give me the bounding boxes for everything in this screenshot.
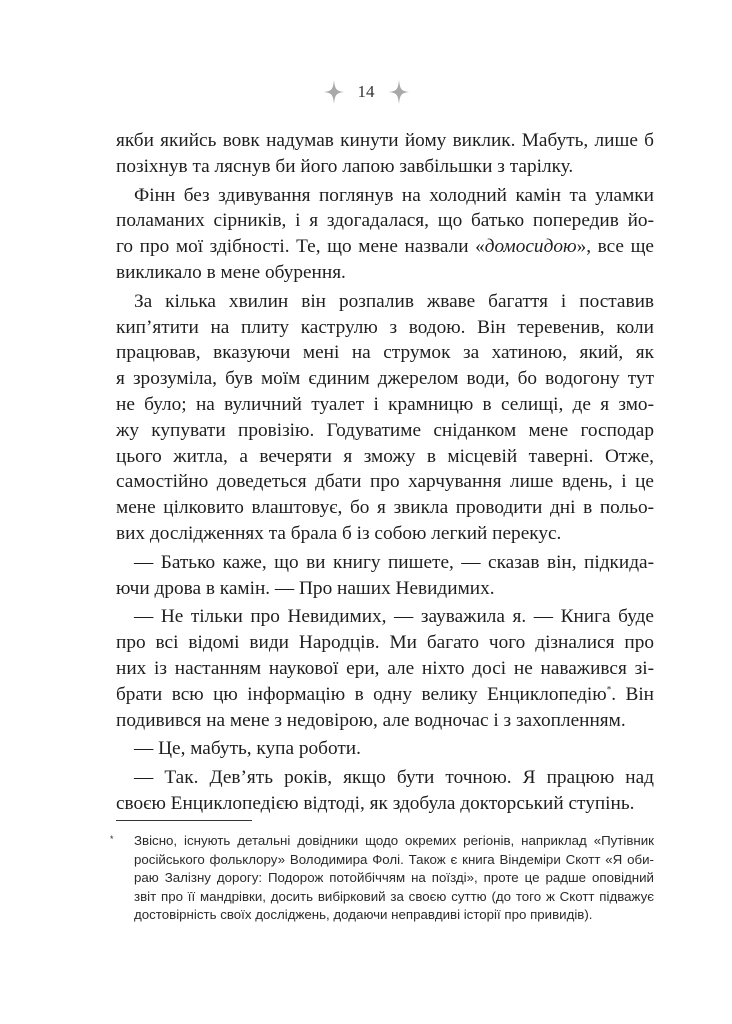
text-line: про всі відомі види Народців. Ми багато чого дізналися про [116,632,654,654]
text-fragment: . Він [611,683,654,705]
text-line: самостійно доведеться дбати про харчування лише вдень, і це [116,471,654,493]
text-line: За кілька хвилин він розпалив жваве багаття і поставив [134,290,654,312]
footnote-line: достовірність своїх досліджень, додаючи неправдиві історії про привидів). [134,907,593,923]
text-line: — Не тільки про Невидимих, — зауважила я. — Книга буде [134,606,654,628]
text-line: мене цілковито влаштовує, бо я звикла проводити дні в польо- [116,497,654,519]
footnote-line: Звісно, існують детальні довідники щодо окремих регіонів, наприклад «Путівник [134,833,654,848]
text-line: поламаних сірників, і я здогадалася, що батько попередив йо- [116,210,654,232]
text-line [116,234,654,260]
page-header [0,80,732,104]
text-line: них із настанням наукової ери, але ніхто досі не наважився зі- [116,657,654,679]
text-line: позіхнув та ляснув би його лапою завбільшки з тарілку. [116,155,574,177]
four-point-star-icon [389,80,409,104]
text-line: якби якийсь вовк надумав кинути йому виклик. Мабуть, лише б [116,130,654,151]
text-line: не було; на вуличний туалет і крамницю в селищі, де я змо- [116,393,654,415]
footnote-reference: * [606,684,612,695]
text-line: ючи дрова в камін. — Про наших Невидимих. [116,577,495,599]
text-fragment: », все ще [576,236,654,258]
text-line: я зрозуміла, був моїм єдиним джерелом води, бо водогону тут [116,368,654,390]
footnote-marker: * [110,834,114,844]
text-fragment: го про мої здібності. Те, що мене назвали « [116,236,485,258]
text-line: цього житла, а вечеряти я зможу в місцевій таверні. Отже, [116,445,654,467]
body-text [116,128,654,817]
text-line [116,682,654,708]
footnote-line: російського фольклору» Володимира Фолі. Також є книга Віндеміри Скотт «Я оби- [134,851,654,867]
footnote-line: звіт про її мандрівки, досить вибірковий за своєю суттю (до того ж Скотт підважує [134,888,654,904]
text-line: — Батько каже, що ви книгу пишете, — сказав він, підкида- [134,551,654,573]
four-point-star-icon [324,80,344,104]
text-line: вих дослідженнях та брала б із собою легкий перекус. [116,522,562,544]
text-line: кип’ятити на плиту каструлю з водою. Він теревенив, коли [116,316,654,338]
footnote-line: раю Залізну дорогу: Подорож потойбіччям на поїзді», проте це радше оповідний [134,870,654,886]
footnote [110,832,654,925]
footnote-divider [116,820,252,821]
text-line: — Це, мабуть, купа роботи. [134,738,361,760]
text-line: викликало в мене обурення. [116,261,346,283]
text-line: працював, вказуючи мені на струмок за хатиною, який, як [116,342,654,364]
text-fragment: брати всю цю інформацію в одну велику Енциклопедію [116,683,607,705]
text-line: своєю Енциклопедією відтоді, як здобула докторський ступінь. [116,792,635,814]
text-line: жу купувати провізію. Годуватиме сніданком мене господар [116,419,654,441]
italic-term: домосидою [484,236,577,258]
text-line: подивився на мене з недовірою, але водночас і з захопленням. [116,709,626,731]
page-number: 14 [357,82,375,101]
text-line: — Так. Дев’ять років, якщо бути точною. Я працюю над [134,767,654,789]
text-line: Фінн без здивування поглянув на холодний камін та уламки [134,184,654,206]
